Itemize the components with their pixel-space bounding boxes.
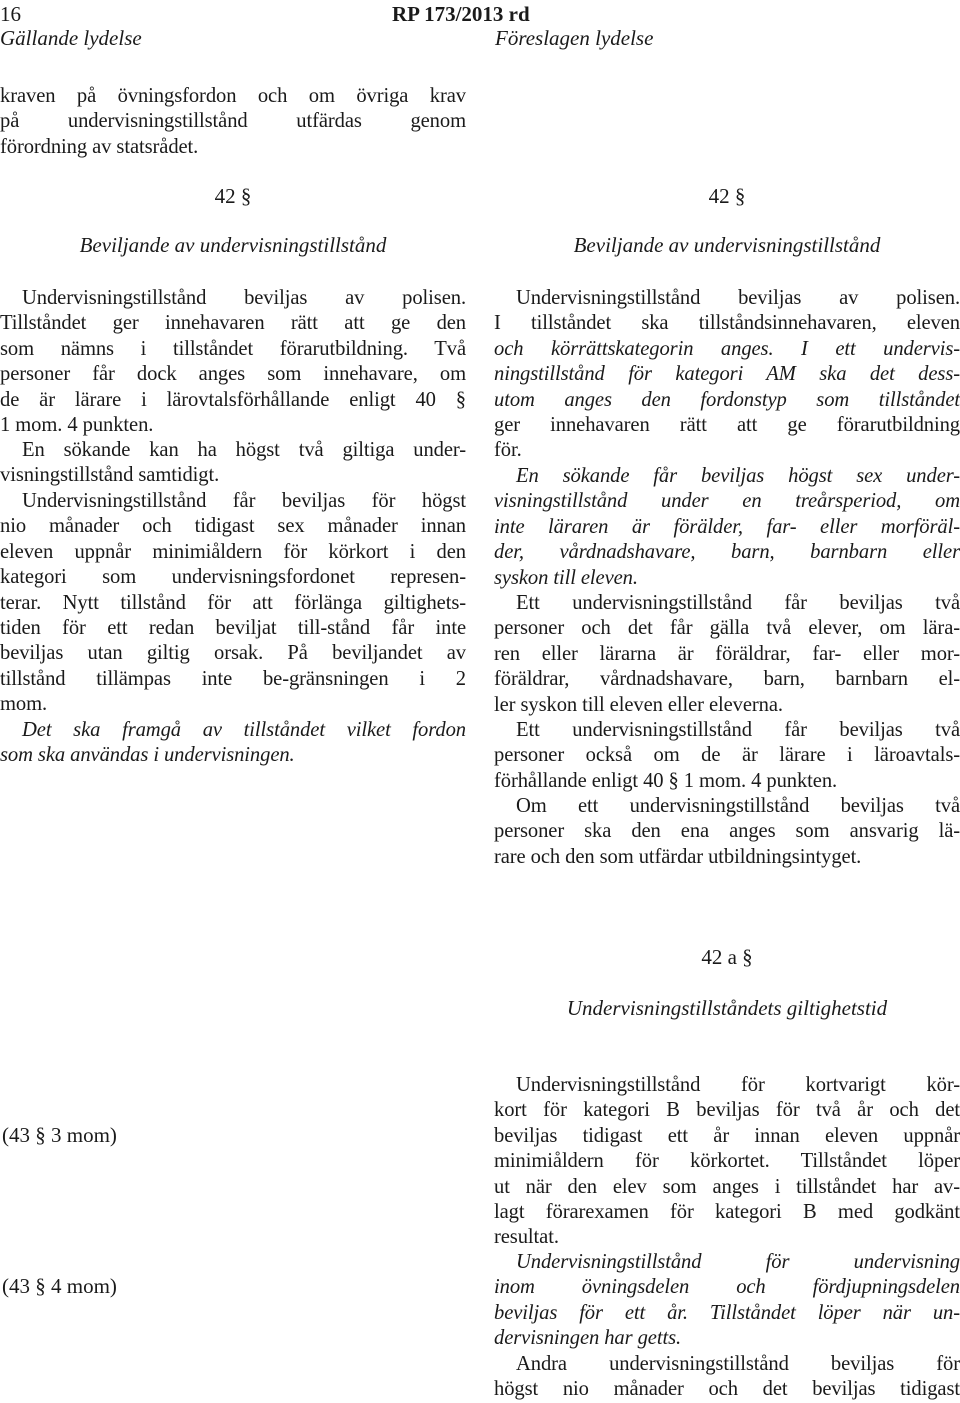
left-section-title: Beviljande av undervisningstillstånd [79,233,387,257]
right-paragraph-4: Ett undervisningstillstånd får beviljas två personer också om de är lärare i läroavtals- förhållande enligt 40 § 1 mom. 4 punkten. [494,719,960,792]
proposed-wording-heading: Föreslagen lydelse [495,26,654,50]
right-paragraph-7: Undervisningstillstånd för undervisning inom övningsdelen och fördjupningsdelen beviljas för ett år. Tillståndet löper när un- dervisningen har getts. [494,1251,960,1350]
right-paragraph-3: Ett undervisningstillstånd får beviljas två personer och det får gälla två elever, om lära- ren eller lärarna är föräldrar, far- eller mor- föräldrar, vårdnadshavare, barn, barnbarn el- ler syskon till eleven eller eleverna. [494,592,960,716]
right-paragraph-5: Om ett undervisningstillstånd beviljas två personer ska den ena anges som ansvarig lä- rare och den som utfärdar utbildningsintyget. [494,795,960,868]
right-section-title: Beviljande av undervisningstillstånd [573,233,881,257]
left-paragraph-1: Undervisningstillstånd beviljas av polisen. Tillståndet ger innehavaren rätt att ge den som nämns i tillståndet förarutbildning. Två personer får dock anges som innehavare, om de är lärare i lärovtalsförhållande enligt 40 § 1 mom. 4 punkten. [0,287,466,437]
left-paragraph-3: Undervisningstillstånd får beviljas för högst nio månader och tidigast sex månader innan eleven uppnår minimiåldern för körkort i den kategori som undervisningsfordonet represen- terar. Nytt tillstånd för att förlänga giltighets- tiden för ett redan beviljat till-stånd får inte beviljas utan giltig orsak. På beviljandet av tillstånd tillämpas inte be-gränsningen i 2 mom. [0,490,466,716]
left-paragraph-2: En sökande kan ha högst två giltiga under- visningstillstånd samtidigt. [0,439,466,487]
left-intro-paragraph: kraven på övningsfordon och om övriga krav på undervisningstillstånd utfärdas genom förordning av statsrådet. [0,85,466,158]
right-section-number: 42 § [708,184,746,208]
right-paragraph-1: Undervisningstillstånd beviljas av polisen. I tillståndet ska tillståndsinnehavaren, eleven och körrättskategorin anges. I ett undervis- ningstillstånd för kategori AM ska det dess- utom anges den fordonstyp som tillståndet ger innehavaren rätt att ge förarutbildning för. [494,287,960,462]
reference-43-3-mom: (43 § 3 mom) [2,1123,117,1147]
right-paragraph-2: En sökande får beviljas högst sex under- visningstillstånd under en treårsperiod, om inte läraren är förälder, far- eller morföräl- der, vårdnadshavare, barn, barnbarn eller syskon till eleven. [494,465,960,589]
left-paragraph-4: Det ska framgå av tillståndet vilket fordon som ska användas i undervisningen. [0,719,466,767]
right-section-42a-number: 42 a § [701,945,753,969]
left-section-number: 42 § [214,184,252,208]
right-paragraph-8: Andra undervisningstillstånd beviljas för högst nio månader och det beviljas tidigast [494,1353,960,1401]
current-wording-heading: Gällande lydelse [0,26,142,50]
page-number: 16 [0,2,21,26]
right-paragraph-6: Undervisningstillstånd för kortvarigt kör- kort för kategori B beviljas för två år och det beviljas tidigast ett år innan eleven uppnår minimiåldern för körkortet. Tillståndet löper ut när den elev som anges i tillståndet har av- lagt förarexamen för kategori B med godkänt resultat. [494,1074,960,1249]
reference-43-4-mom: (43 § 4 mom) [2,1274,117,1298]
document-reference: RP 173/2013 rd [392,2,530,26]
right-section-42a-title: Undervisningstillståndets giltighetstid [566,996,888,1020]
